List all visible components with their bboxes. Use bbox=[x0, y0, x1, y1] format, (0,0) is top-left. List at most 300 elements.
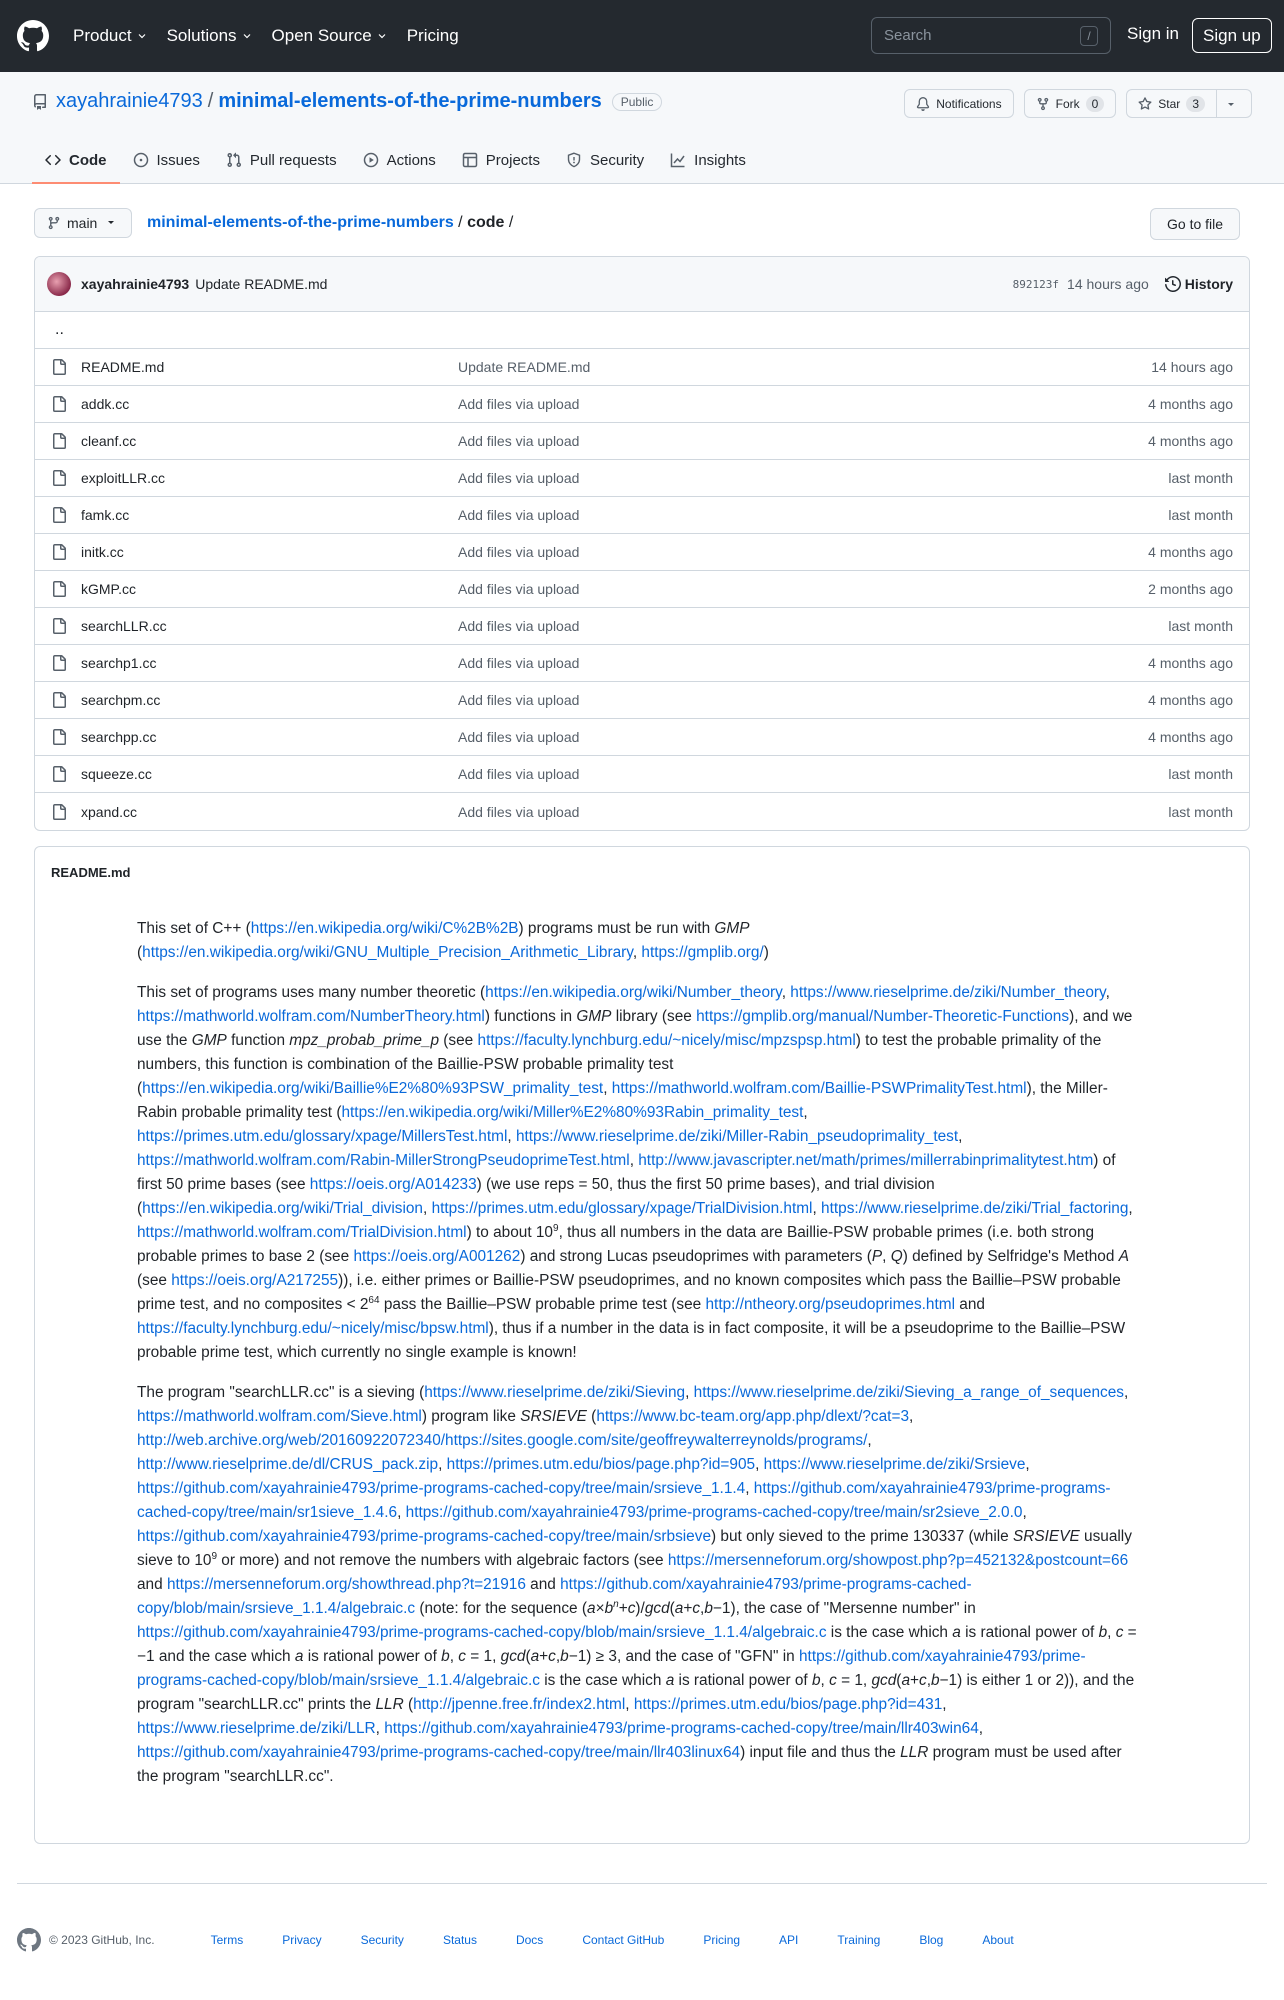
readme-emphasis: a bbox=[674, 1600, 684, 1617]
readme-link[interactable]: https://faculty.lynchburg.edu/~nicely/misc/mpzspsp.html bbox=[477, 1032, 856, 1049]
file-row[interactable] bbox=[35, 349, 1249, 386]
readme-text: = 1, bbox=[465, 1648, 501, 1665]
visibility-badge: Public bbox=[612, 93, 663, 111]
readme-text: (see bbox=[439, 1032, 478, 1049]
readme-text: , bbox=[942, 1696, 947, 1713]
readme-link[interactable]: https://www.bc-team.org/app.php/dlext/?cat=3 bbox=[596, 1408, 910, 1425]
file-commit-time: last month bbox=[1168, 470, 1233, 486]
readme-text: , bbox=[958, 1128, 963, 1145]
readme-text: × bbox=[595, 1600, 605, 1617]
readme-emphasis: a bbox=[294, 1648, 304, 1665]
readme-text: , bbox=[909, 1408, 914, 1425]
readme-emphasis: a bbox=[530, 1648, 540, 1665]
file-icon bbox=[51, 804, 67, 820]
readme-text: , bbox=[449, 1648, 459, 1665]
readme-text: ) functions in bbox=[484, 1008, 577, 1025]
nav-solutions-label: Solutions bbox=[166, 26, 237, 45]
tab-insights[interactable] bbox=[657, 146, 759, 184]
file-name-link[interactable]: famk.cc bbox=[81, 507, 130, 523]
nav-product-label: Product bbox=[73, 26, 132, 45]
readme-emphasis: c bbox=[627, 1600, 636, 1617]
breadcrumb bbox=[147, 214, 513, 232]
readme-text: ) of first 50 prime bases (see bbox=[137, 1152, 1116, 1193]
readme-superscript: 64 bbox=[368, 1294, 380, 1306]
file-name-link[interactable]: squeeze.cc bbox=[81, 766, 152, 782]
readme-text: ) programs must be run with bbox=[518, 920, 715, 937]
file-name-link[interactable]: README.md bbox=[81, 359, 165, 375]
triangle-down-icon bbox=[103, 218, 119, 228]
file-commit-message-link[interactable]: Add files via upload bbox=[458, 692, 580, 708]
file-commit-message-link[interactable]: Add files via upload bbox=[458, 729, 580, 745]
readme-emphasis: a bbox=[587, 1600, 596, 1617]
readme-title[interactable]: README.md bbox=[51, 865, 131, 880]
readme-link[interactable]: https://www.rieselprime.de/ziki/Trial_factoring bbox=[821, 1200, 1129, 1217]
repo-icon bbox=[32, 94, 48, 110]
readme-text: , bbox=[423, 1200, 432, 1217]
readme-text: , bbox=[507, 1128, 516, 1145]
readme-text: , bbox=[820, 1672, 830, 1689]
readme-link[interactable]: https://mathworld.wolfram.com/NumberTheory.html bbox=[137, 1008, 485, 1025]
tab-projects[interactable] bbox=[449, 146, 553, 184]
file-name-link[interactable]: searchpm.cc bbox=[81, 692, 161, 708]
readme-text: )/ bbox=[635, 1600, 645, 1617]
file-commit-time: 4 months ago bbox=[1148, 692, 1233, 708]
readme-emphasis: A bbox=[1118, 1248, 1129, 1265]
readme-link[interactable]: https://mathworld.wolfram.com/TrialDivision.html bbox=[137, 1224, 467, 1241]
avatar[interactable] bbox=[47, 272, 71, 296]
file-commit-message-link[interactable]: Add files via upload bbox=[458, 655, 580, 671]
readme-text: The program "searchLLR.cc" is a sieving ( bbox=[137, 1384, 425, 1401]
tab-pull-requests[interactable] bbox=[213, 146, 350, 184]
bell-icon bbox=[916, 97, 930, 111]
readme-text: is rational power of bbox=[960, 1624, 1099, 1641]
readme-text: and bbox=[137, 1576, 167, 1593]
search-input[interactable] bbox=[871, 17, 1111, 54]
readme-superscript: 9 bbox=[211, 1550, 217, 1562]
readme-text: ), and we use the bbox=[137, 1008, 1133, 1049]
readme-text: ) input file and thus the bbox=[740, 1744, 901, 1761]
issue-icon bbox=[133, 152, 149, 168]
nav-pricing[interactable] bbox=[407, 26, 459, 46]
readme-emphasis: c bbox=[458, 1648, 466, 1665]
readme-emphasis: gcd bbox=[644, 1600, 670, 1617]
parent-directory-link[interactable]: .. bbox=[35, 312, 1249, 349]
readme-emphasis: b bbox=[930, 1672, 940, 1689]
star-dropdown-button[interactable] bbox=[1217, 89, 1252, 118]
breadcrumb-current-dir: code bbox=[467, 214, 505, 231]
readme-text: , bbox=[812, 1200, 822, 1217]
file-commit-message-link[interactable]: Update README.md bbox=[458, 359, 591, 375]
star-count: 3 bbox=[1186, 96, 1205, 112]
readme-text: ) bbox=[763, 944, 769, 961]
readme-text: is rational power of bbox=[674, 1672, 812, 1689]
file-commit-message-link[interactable]: Add files via upload bbox=[458, 507, 580, 523]
github-logo-icon[interactable] bbox=[17, 20, 49, 52]
file-commit-time: 4 months ago bbox=[1148, 433, 1233, 449]
readme-text: ( bbox=[896, 1672, 902, 1689]
file-row[interactable] bbox=[35, 719, 1249, 756]
readme-text: , bbox=[700, 1600, 705, 1617]
latest-commit-bar bbox=[35, 257, 1249, 312]
readme-link[interactable]: http://web.archive.org/web/20160922072340/https://sites.google.com/site/geoffreywalterreynolds/programs/ bbox=[137, 1432, 868, 1449]
readme-link[interactable]: http://ntheory.org/pseudoprimes.html bbox=[705, 1296, 955, 1313]
readme-link[interactable]: https://github.com/xayahrainie4793/prime-programs-cached-copy/blob/main/srsieve_1.1.4/algebraic.c bbox=[137, 1648, 1086, 1689]
file-commit-time: 4 months ago bbox=[1148, 544, 1233, 560]
readme-link[interactable]: https://primes.utm.edu/glossary/xpage/TrialDivision.html bbox=[431, 1200, 813, 1217]
readme-text: (see bbox=[137, 1272, 172, 1289]
readme-text: , bbox=[1124, 1384, 1129, 1401]
commit-meta bbox=[1013, 276, 1233, 292]
readme-emphasis: GMP bbox=[714, 920, 750, 937]
file-name-link[interactable]: kGMP.cc bbox=[81, 581, 136, 597]
tab-code-label: Code bbox=[69, 151, 107, 169]
file-icon bbox=[51, 692, 67, 708]
footer-link-terms[interactable]: Terms bbox=[210, 1933, 244, 1947]
repo-owner-link[interactable]: xayahrainie4793 bbox=[56, 90, 203, 112]
readme-link[interactable]: https://primes.utm.edu/glossary/xpage/MillersTest.html bbox=[137, 1128, 508, 1145]
readme-emphasis: gcd bbox=[500, 1648, 526, 1665]
readme-link[interactable]: http://jpenne.free.fr/index2.html bbox=[413, 1696, 626, 1713]
tab-code[interactable] bbox=[32, 146, 120, 184]
file-name-link[interactable]: searchpp.cc bbox=[81, 729, 157, 745]
readme-link[interactable]: https://faculty.lynchburg.edu/~nicely/misc/bpsw.html bbox=[137, 1320, 489, 1337]
footer-link-api[interactable]: API bbox=[779, 1933, 799, 1947]
readme-link[interactable]: https://primes.utm.edu/bios/page.php?id=431 bbox=[633, 1696, 943, 1713]
readme-link[interactable]: https://mathworld.wolfram.com/Rabin-MillerStrongPseudoprimeTest.html bbox=[137, 1152, 630, 1169]
readme-emphasis: c bbox=[1115, 1624, 1124, 1641]
readme-superscript: n bbox=[613, 1598, 619, 1610]
history-link[interactable] bbox=[1165, 276, 1233, 292]
file-icon bbox=[51, 655, 67, 671]
readme-text: ) but only sieved to the prime 130337 (while bbox=[711, 1528, 1014, 1545]
readme-text: ), the Miller-Rabin probable primality test ( bbox=[137, 1080, 1108, 1121]
file-commit-time: 4 months ago bbox=[1148, 729, 1233, 745]
file-name-link[interactable]: initk.cc bbox=[81, 544, 124, 560]
readme-text: is the case which bbox=[826, 1624, 953, 1641]
readme-link[interactable]: https://en.wikipedia.org/wiki/Number_theory bbox=[485, 984, 782, 1001]
readme-link[interactable]: https://github.com/xayahrainie4793/prime-programs-cached-copy/tree/main/llr403linux64 bbox=[137, 1744, 741, 1761]
readme-text: This set of C++ ( bbox=[137, 920, 251, 937]
readme-link[interactable]: https://oeis.org/A217255 bbox=[171, 1272, 339, 1289]
readme-link[interactable]: https://github.com/xayahrainie4793/prime-programs-cached-copy/tree/main/llr403win64 bbox=[384, 1720, 979, 1737]
file-commit-time: 4 months ago bbox=[1148, 655, 1233, 671]
file-commit-time: 4 months ago bbox=[1148, 396, 1233, 412]
pull-request-icon bbox=[226, 152, 242, 168]
readme-text: , bbox=[685, 1384, 694, 1401]
readme-text: = 1, bbox=[836, 1672, 872, 1689]
readme-text: ( bbox=[669, 1600, 675, 1617]
readme-text: + bbox=[539, 1648, 549, 1665]
file-icon bbox=[51, 396, 67, 412]
chevron-down-icon bbox=[242, 31, 252, 41]
readme-link[interactable]: https://en.wikipedia.org/wiki/Baillie%E2%80%93PSW_primality_test bbox=[142, 1080, 604, 1097]
readme-link[interactable]: https://github.com/xayahrainie4793/prime-programs-cached-copy/blob/main/srsieve_1.1.4/algebraic.c bbox=[137, 1576, 972, 1617]
fork-button[interactable] bbox=[1024, 89, 1117, 118]
readme-link[interactable]: https://en.wikipedia.org/wiki/GNU_Multiple_Precision_Arithmetic_Library bbox=[142, 944, 633, 961]
breadcrumb-separator: / bbox=[453, 214, 468, 231]
readme-link[interactable]: https://github.com/xayahrainie4793/prime-programs-cached-copy/tree/main/srsieve_1.1.4 bbox=[137, 1480, 746, 1497]
repo-tabs bbox=[32, 146, 759, 184]
readme-text: usually sieve to 10 bbox=[137, 1528, 1132, 1569]
readme-text: ) program like bbox=[421, 1408, 521, 1425]
readme-text: is the case which bbox=[539, 1672, 666, 1689]
readme-link[interactable]: https://github.com/xayahrainie4793/prime-programs-cached-copy/blob/main/srsieve_1.1.4/algebraic.c bbox=[137, 1624, 827, 1641]
file-row[interactable] bbox=[35, 386, 1249, 423]
file-row[interactable] bbox=[35, 793, 1249, 830]
commit-hash-link[interactable]: 892123f bbox=[1012, 277, 1060, 291]
go-to-file-button[interactable]: Go to file bbox=[1150, 208, 1240, 240]
file-commit-time: last month bbox=[1168, 803, 1233, 820]
site-header bbox=[0, 0, 1284, 72]
file-row[interactable] bbox=[35, 423, 1249, 460]
readme-text: , bbox=[1025, 1456, 1030, 1473]
readme-text: , bbox=[926, 1672, 931, 1689]
sign-up-button[interactable]: Sign up bbox=[1192, 18, 1272, 53]
file-name-link[interactable]: searchp1.cc bbox=[81, 655, 157, 671]
file-commit-message-link[interactable]: Add files via upload bbox=[458, 803, 580, 820]
footer-copyright: © 2023 GitHub, Inc. bbox=[49, 1933, 155, 1947]
readme-text: ( bbox=[586, 1408, 597, 1425]
readme-link[interactable]: https://oeis.org/A001262 bbox=[353, 1248, 521, 1265]
readme-link[interactable]: https://mathworld.wolfram.com/Baillie-PSWPrimalityTest.html bbox=[611, 1080, 1027, 1097]
notifications-button[interactable] bbox=[904, 89, 1013, 118]
readme-text: ) to about 10 bbox=[466, 1224, 553, 1241]
chevron-down-icon bbox=[377, 31, 387, 41]
repo-header bbox=[0, 72, 1284, 184]
file-name-link[interactable]: searchLLR.cc bbox=[81, 618, 167, 634]
readme-link[interactable]: https://en.wikipedia.org/wiki/Trial_division bbox=[142, 1200, 423, 1217]
readme-link[interactable]: https://www.rieselprime.de/ziki/LLR bbox=[137, 1720, 376, 1737]
readme-link[interactable]: https://gmplib.org/ bbox=[641, 944, 764, 961]
file-commit-time: 2 months ago bbox=[1148, 581, 1233, 597]
readme-emphasis: SRSIEVE bbox=[1013, 1528, 1080, 1545]
readme-link[interactable]: https://en.wikipedia.org/wiki/Miller%E2%80%93Rabin_primality_test bbox=[341, 1104, 804, 1121]
readme-text: and bbox=[525, 1576, 561, 1593]
footer-divider bbox=[17, 1883, 1267, 1884]
readme-text: is rational power of bbox=[303, 1648, 442, 1665]
readme-body bbox=[137, 917, 1137, 1805]
readme-text: , bbox=[629, 1152, 639, 1169]
readme-emphasis: c bbox=[692, 1600, 701, 1617]
tab-security-label: Security bbox=[589, 151, 645, 169]
readme-emphasis: gcd bbox=[871, 1672, 897, 1689]
file-row[interactable] bbox=[35, 460, 1249, 497]
footer-link-status[interactable]: Status bbox=[442, 1933, 477, 1947]
breadcrumb-trailing-separator: / bbox=[504, 214, 514, 231]
repo-title bbox=[32, 90, 662, 113]
readme-text: , bbox=[625, 1696, 634, 1713]
readme-link[interactable]: https://www.rieselprime.de/ziki/Sieving bbox=[424, 1384, 686, 1401]
readme-text: , bbox=[745, 1480, 754, 1497]
readme-text: = −1 and the case which bbox=[137, 1624, 1137, 1665]
file-icon bbox=[51, 618, 67, 634]
readme-text: or more) and not remove the numbers with algebraic factors (see bbox=[217, 1552, 668, 1569]
tab-projects-label: Projects bbox=[485, 151, 540, 169]
readme-emphasis: b bbox=[704, 1600, 713, 1617]
footer-link-privacy[interactable]: Privacy bbox=[282, 1933, 322, 1947]
readme-emphasis: c bbox=[919, 1672, 927, 1689]
repo-name-link[interactable]: minimal-elements-of-the-prime-numbers bbox=[218, 90, 602, 112]
sign-in-link[interactable]: Sign in bbox=[1127, 24, 1179, 43]
readme-link[interactable]: https://oeis.org/A014233 bbox=[309, 1176, 477, 1193]
file-commit-message-link[interactable]: Add files via upload bbox=[458, 433, 580, 449]
nav-product[interactable] bbox=[73, 26, 147, 46]
readme-emphasis: Q bbox=[890, 1248, 903, 1265]
readme-emphasis: a bbox=[665, 1672, 675, 1689]
readme-text: ) and strong Lucas pseudoprimes with parameters ( bbox=[520, 1248, 872, 1265]
chevron-down-icon bbox=[137, 31, 147, 41]
file-name-link[interactable]: xpand.cc bbox=[81, 803, 138, 820]
tab-issues[interactable] bbox=[120, 146, 213, 184]
triangle-down-icon bbox=[1226, 99, 1236, 109]
readme-emphasis: b bbox=[560, 1648, 569, 1665]
commit-author-link[interactable]: xayahrainie4793 bbox=[81, 276, 190, 292]
star-button-group bbox=[1126, 89, 1252, 118]
readme-text: , bbox=[882, 1248, 891, 1265]
file-commit-message-link[interactable]: Add files via upload bbox=[458, 544, 580, 560]
readme-link[interactable]: https://gmplib.org/manual/Number-Theoretic-Functions bbox=[696, 1008, 1070, 1025]
readme-link[interactable]: https://github.com/xayahrainie4793/prime-programs-cached-copy/tree/main/sr2sieve_2.0.0 bbox=[405, 1504, 1023, 1521]
star-button[interactable] bbox=[1126, 89, 1217, 118]
readme-link[interactable]: https://www.rieselprime.de/ziki/Sieving_a_range_of_sequences bbox=[693, 1384, 1124, 1401]
file-commit-message-link[interactable]: Add files via upload bbox=[458, 470, 580, 486]
readme-link[interactable]: http://www.javascripter.net/math/primes/millerrabinprimalitytest.htm bbox=[638, 1152, 1094, 1169]
file-name-link[interactable]: exploitLLR.cc bbox=[81, 470, 166, 486]
nav-solutions[interactable] bbox=[167, 26, 252, 46]
play-icon bbox=[363, 152, 379, 168]
file-row[interactable] bbox=[35, 534, 1249, 571]
readme-link[interactable]: https://www.rieselprime.de/ziki/Miller-Rabin_pseudoprimality_test bbox=[515, 1128, 959, 1145]
readme-text: function bbox=[226, 1032, 290, 1049]
readme-text: and bbox=[955, 1296, 985, 1313]
github-mark-icon[interactable] bbox=[17, 1928, 41, 1952]
file-name-link[interactable]: cleanf.cc bbox=[81, 433, 137, 449]
readme-link[interactable]: https://www.rieselprime.de/ziki/Srsieve bbox=[763, 1456, 1026, 1473]
readme-text: −1) ≥ 3, and the case of "GFN" in bbox=[568, 1648, 799, 1665]
readme-paragraph bbox=[137, 917, 1137, 965]
file-icon bbox=[51, 507, 67, 523]
readme-panel bbox=[34, 846, 1250, 1844]
readme-emphasis: b bbox=[604, 1600, 614, 1617]
file-icon bbox=[51, 470, 67, 486]
file-row[interactable] bbox=[35, 645, 1249, 682]
commit-message-link[interactable]: Update README.md bbox=[195, 276, 328, 292]
readme-text: , bbox=[803, 1104, 808, 1121]
shield-icon bbox=[566, 152, 582, 168]
readme-link[interactable]: https://en.wikipedia.org/wiki/C%2B%2B bbox=[250, 920, 519, 937]
file-name-link[interactable]: addk.cc bbox=[81, 396, 130, 412]
readme-link[interactable]: https://github.com/xayahrainie4793/prime-programs-cached-copy/tree/main/sr1sieve_1.4.6 bbox=[137, 1480, 1111, 1521]
notifications-label: Notifications bbox=[936, 96, 1002, 111]
readme-text: library (see bbox=[611, 1008, 697, 1025]
readme-emphasis: b bbox=[1098, 1624, 1108, 1641]
breadcrumb-repo-link[interactable]: minimal-elements-of-the-prime-numbers bbox=[147, 214, 454, 231]
readme-link[interactable]: http://www.rieselprime.de/dl/CRUS_pack.zip bbox=[137, 1456, 439, 1473]
readme-text: , bbox=[632, 944, 642, 961]
search-placeholder: Search bbox=[884, 27, 932, 44]
file-icon bbox=[51, 433, 67, 449]
file-commit-message-link[interactable]: Add files via upload bbox=[458, 581, 580, 597]
commit-time: 14 hours ago bbox=[1067, 276, 1149, 292]
readme-text: program must be used after the program "searchLLR.cc". bbox=[137, 1744, 1122, 1785]
footer-link-blog[interactable]: Blog bbox=[919, 1933, 944, 1947]
readme-link[interactable]: https://primes.utm.edu/bios/page.php?id=905 bbox=[446, 1456, 756, 1473]
fork-label: Fork bbox=[1055, 96, 1080, 111]
branch-name: main bbox=[67, 215, 98, 231]
file-icon bbox=[51, 581, 67, 597]
readme-emphasis: P bbox=[871, 1248, 883, 1265]
repo-path-separator: / bbox=[207, 90, 214, 112]
readme-text: This set of programs uses many number theoretic ( bbox=[137, 984, 486, 1001]
readme-text: + bbox=[910, 1672, 919, 1689]
readme-text: , bbox=[1105, 984, 1110, 1001]
tab-pull-requests-label: Pull requests bbox=[249, 151, 337, 169]
file-row[interactable] bbox=[35, 682, 1249, 719]
file-row[interactable] bbox=[35, 756, 1249, 793]
footer-link-security[interactable]: Security bbox=[360, 1933, 404, 1947]
readme-text: pass the Baillie–PSW probable prime test (see bbox=[379, 1296, 706, 1313]
readme-emphasis: b bbox=[811, 1672, 821, 1689]
readme-text: (note: for the sequence ( bbox=[415, 1600, 588, 1617]
footer-link-docs[interactable]: Docs bbox=[515, 1933, 544, 1947]
graph-icon bbox=[670, 152, 686, 168]
footer-link-about[interactable]: About bbox=[982, 1933, 1014, 1947]
readme-link[interactable]: https://mersenneforum.org/showthread.php?t=21916 bbox=[166, 1576, 526, 1593]
file-commit-message-link[interactable]: Add files via upload bbox=[458, 766, 580, 782]
file-row[interactable] bbox=[35, 608, 1249, 645]
file-row[interactable] bbox=[35, 571, 1249, 608]
readme-link[interactable]: https://www.rieselprime.de/ziki/Number_theory bbox=[790, 984, 1106, 1001]
readme-link[interactable]: https://mersenneforum.org/showpost.php?p=452132&postcount=66 bbox=[667, 1552, 1129, 1569]
readme-text: , bbox=[755, 1456, 764, 1473]
file-commit-time: 14 hours ago bbox=[1151, 359, 1233, 375]
file-commit-message-link[interactable]: Add files via upload bbox=[458, 396, 580, 412]
file-icon bbox=[51, 766, 67, 782]
file-row[interactable] bbox=[35, 497, 1249, 534]
file-commit-message-link[interactable]: Add files via upload bbox=[458, 618, 580, 634]
repo-actions bbox=[904, 89, 1252, 118]
readme-emphasis: b bbox=[441, 1648, 450, 1665]
readme-text: ), thus if a number in the data is in fact composite, it will be a pseudoprime to the Baillie–PSW probable prime test, which currently no single example is known! bbox=[137, 1320, 1126, 1361]
footer-link-training[interactable]: Training bbox=[837, 1933, 881, 1947]
site-footer bbox=[17, 1928, 1267, 1952]
readme-text: , bbox=[867, 1432, 872, 1449]
nav-open-source[interactable] bbox=[272, 26, 387, 46]
readme-text: + bbox=[618, 1600, 628, 1617]
readme-paragraph bbox=[137, 1381, 1137, 1789]
readme-text: ) to test the probable primality of the numbers, this function is combination of the Baillie-PSW probable primality test ( bbox=[137, 1032, 1102, 1097]
readme-text: , bbox=[781, 984, 791, 1001]
tab-actions[interactable] bbox=[350, 146, 449, 184]
branch-icon bbox=[47, 216, 61, 230]
readme-text: + bbox=[683, 1600, 693, 1617]
footer-link-pricing[interactable]: Pricing bbox=[703, 1933, 741, 1947]
tab-security[interactable] bbox=[553, 146, 657, 184]
file-icon bbox=[51, 359, 67, 375]
readme-text: ( bbox=[403, 1696, 414, 1713]
readme-text: ( bbox=[137, 944, 143, 961]
footer-link-contact[interactable]: Contact GitHub bbox=[582, 1933, 665, 1947]
readme-text: −1), the case of "Mersenne number" in bbox=[712, 1600, 976, 1617]
branch-select-button[interactable] bbox=[34, 208, 132, 238]
readme-link[interactable]: https://mathworld.wolfram.com/Sieve.html bbox=[137, 1408, 422, 1425]
readme-link[interactable]: https://github.com/xayahrainie4793/prime-programs-cached-copy/tree/main/srbsieve bbox=[137, 1528, 712, 1545]
readme-text: , bbox=[1022, 1504, 1027, 1521]
readme-text: , bbox=[1107, 1624, 1116, 1641]
tab-actions-label: Actions bbox=[386, 151, 436, 169]
tab-insights-label: Insights bbox=[694, 151, 746, 169]
readme-text: , bbox=[555, 1648, 561, 1665]
